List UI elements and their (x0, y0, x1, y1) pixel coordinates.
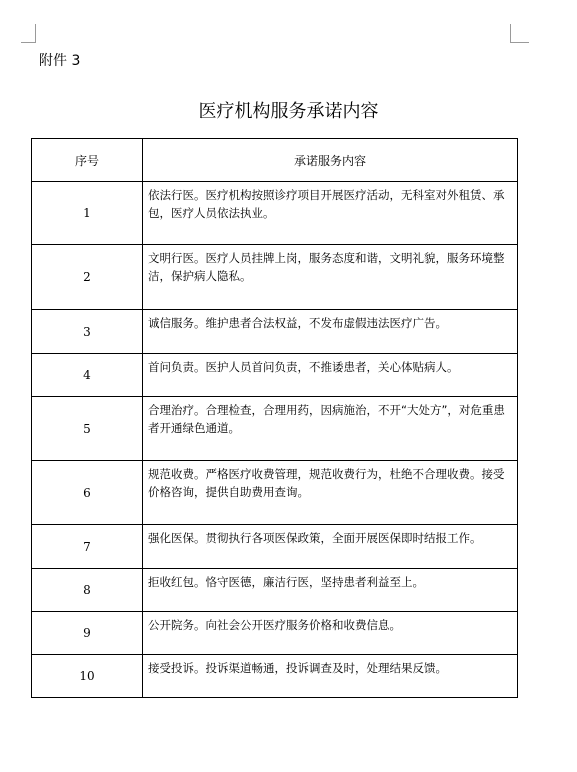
table-row (32, 612, 518, 655)
table-row (32, 569, 518, 612)
row-content: 依法行医。医疗机构按照诊疗项目开展医疗活动，无科室对外租赁、承包，医疗人员依法执业。 (143, 182, 518, 245)
row-number: 6 (32, 461, 143, 525)
row-content: 拒收红包。恪守医德，廉洁行医，坚持患者利益至上。 (143, 569, 518, 612)
page-corner-mark-right (510, 24, 529, 43)
row-number: 4 (32, 354, 143, 397)
table-row (32, 525, 518, 569)
row-content: 诚信服务。维护患者合法权益，不发布虚假违法医疗广告。 (143, 310, 518, 354)
row-number: 3 (32, 310, 143, 354)
row-number: 10 (32, 655, 143, 698)
row-content: 规范收费。严格医疗收费管理，规范收费行为，杜绝不合理收费。接受价格咨询，提供自助费用查询。 (143, 461, 518, 525)
table-row (32, 397, 518, 461)
row-content: 强化医保。贯彻执行各项医保政策，全面开展医保即时结报工作。 (143, 525, 518, 569)
table-row (32, 354, 518, 397)
row-number: 2 (32, 245, 143, 310)
row-content: 文明行医。医疗人员挂牌上岗，服务态度和谐，文明礼貌，服务环境整洁，保护病人隐私。 (143, 245, 518, 310)
row-content: 接受投诉。投诉渠道畅通，投诉调查及时，处理结果反馈。 (143, 655, 518, 698)
row-number: 5 (32, 397, 143, 461)
header-serial-number: 序号 (32, 139, 143, 182)
table-row (32, 461, 518, 525)
commitment-table (31, 138, 518, 698)
page-corner-mark-left (21, 24, 36, 43)
row-content: 公开院务。向社会公开医疗服务价格和收费信息。 (143, 612, 518, 655)
row-number: 1 (32, 182, 143, 245)
table-row (32, 182, 518, 245)
attachment-label: 附件 3 (39, 53, 81, 69)
table-row (32, 310, 518, 354)
row-number: 8 (32, 569, 143, 612)
row-number: 7 (32, 525, 143, 569)
row-number: 9 (32, 612, 143, 655)
document-title: 医疗机构服务承诺内容 (198, 101, 379, 122)
header-commitment-content: 承诺服务内容 (143, 139, 518, 182)
table-row (32, 245, 518, 310)
table-header-row (32, 139, 518, 182)
table-row (32, 655, 518, 698)
row-content: 合理治疗。合理检查，合理用药，因病施治，不开“大处方”，对危重患者开通绿色通道。 (143, 397, 518, 461)
row-content: 首问负责。医护人员首问负责，不推诿患者，关心体贴病人。 (143, 354, 518, 397)
